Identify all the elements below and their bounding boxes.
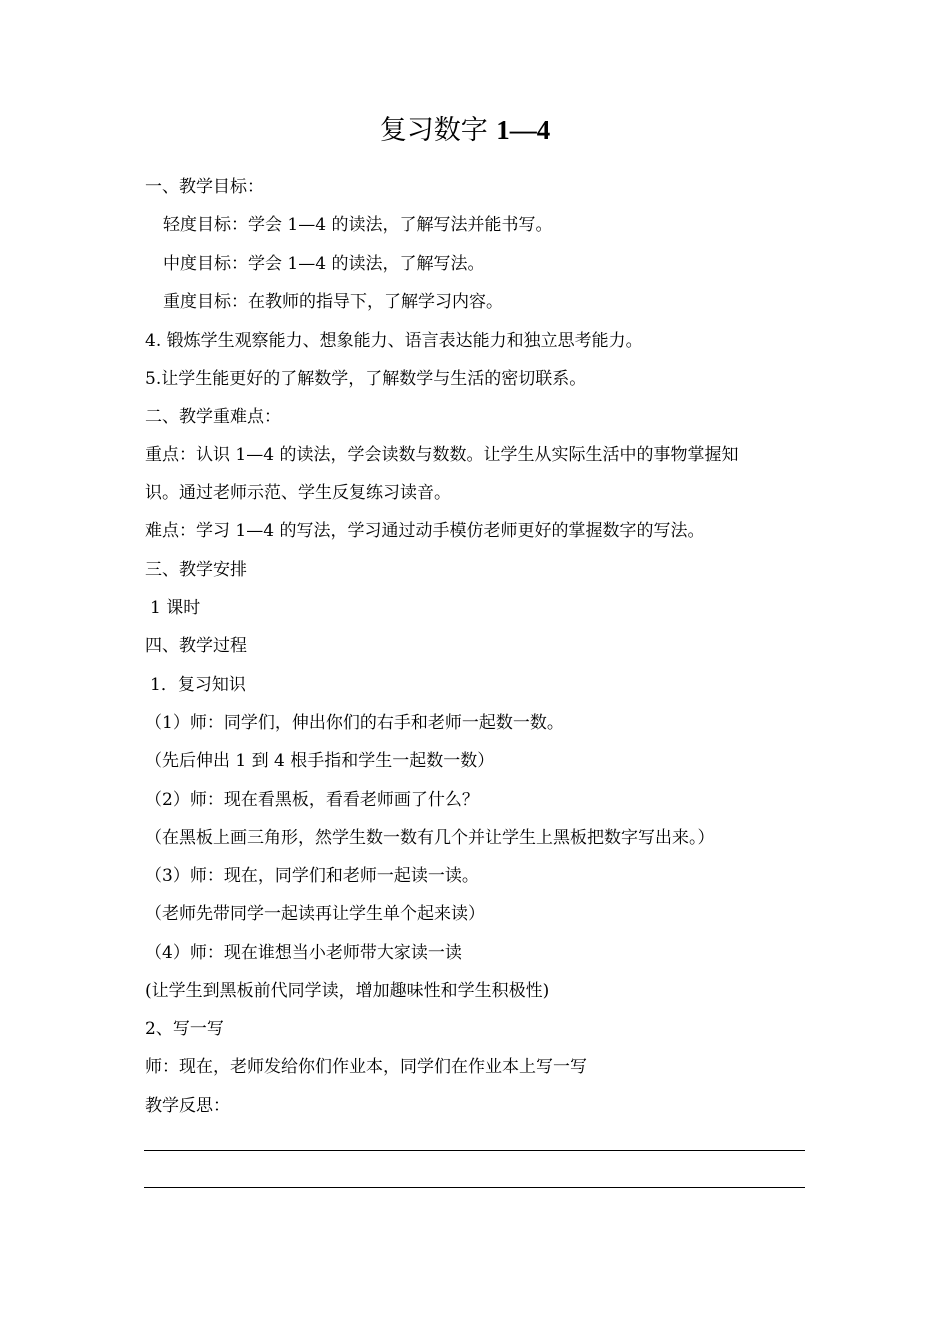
section-heading-goals: 一、教学目标： <box>145 177 264 197</box>
process-item-3-note: （老师先带同学一起读再让学生单个起来读） <box>145 904 485 924</box>
key-point-line-2: 识。通过老师示范、学生反复练习读音。 <box>145 483 451 503</box>
process-step-1-heading: 1．复习知识 <box>150 675 246 695</box>
goal-light: 轻度目标：学会 1—4 的读法，了解写法并能书写。 <box>163 215 553 235</box>
process-item-2-note: （在黑板上画三角形，然学生数一数有几个并让学生上黑板把数字写出来。） <box>145 828 715 848</box>
process-item-4: （4）师：现在谁想当小老师带大家读一读 <box>145 943 462 963</box>
process-item-1: （1）师：同学们，伸出你们的右手和老师一起数一数。 <box>145 713 564 733</box>
goal-item-5: 5.让学生能更好的了解数学，了解数学与生活的密切联系。 <box>145 369 587 389</box>
goal-item-4: 4. 锻炼学生观察能力、想象能力、语言表达能力和独立思考能力。 <box>145 331 643 351</box>
section-heading-schedule: 三、教学安排 <box>145 560 247 580</box>
process-step-2-text: 师：现在，老师发给你们作业本，同学们在作业本上写一写 <box>145 1057 587 1077</box>
section-heading-process: 四、教学过程 <box>145 636 247 656</box>
schedule-hours: 1 课时 <box>150 598 201 618</box>
title-text: 复习数字 <box>379 115 497 146</box>
goal-severe: 重度目标：在教师的指导下，了解学习内容。 <box>163 292 503 312</box>
goal-medium: 中度目标：学会 1—4 的读法，了解写法。 <box>163 254 485 274</box>
process-item-4-note: (让学生到黑板前代同学读，增加趣味性和学生积极性) <box>145 981 550 1001</box>
reflection-label: 教学反思： <box>145 1096 230 1116</box>
process-item-2: （2）师：现在看黑板，看看老师画了什么？ <box>145 790 479 810</box>
reflection-line-2 <box>144 1187 805 1188</box>
process-step-2-heading: 2、写一写 <box>145 1019 224 1039</box>
reflection-line-1 <box>144 1150 805 1151</box>
title-number-range: 1—4 <box>496 115 551 145</box>
process-item-3: （3）师：现在，同学们和老师一起读一读。 <box>145 866 479 886</box>
section-heading-key-points: 二、教学重难点： <box>145 407 281 427</box>
document-title <box>0 112 930 149</box>
key-point-line-1: 重点：认识 1—4 的读法，学会读数与数数。让学生从实际生活中的事物掌握知 <box>145 445 739 465</box>
process-item-1-note: （先后伸出 1 到 4 根手指和学生一起数一数） <box>145 751 495 771</box>
difficult-point: 难点：学习 1—4 的写法，学习通过动手模仿老师更好的掌握数字的写法。 <box>145 521 705 541</box>
